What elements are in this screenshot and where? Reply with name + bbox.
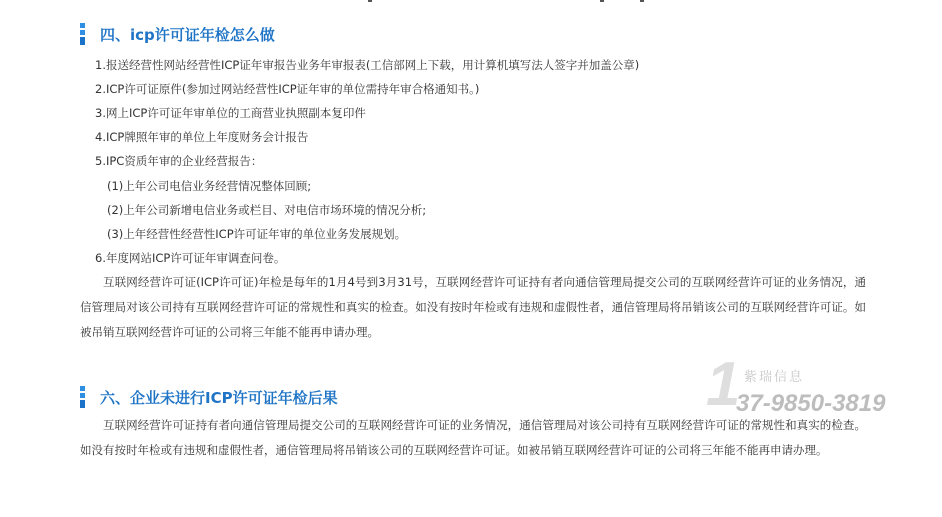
section-6-paragraph: 互联网经营许可证持有者向通信管理局提交公司的互联网经营许可证的业务情况，通信管理局对该公司持有互联网经营许可证的常规性和真实的检查。如没有按时年检或有违规和虚假性者，通信管理局将吊销该公司的互联网经营许可证。如被吊销互联网经营许可证的公司将三年能不能再申请办理。 (80, 418, 866, 457)
section-6-heading (80, 385, 338, 409)
top-edge-marks (0, 0, 942, 4)
list-item: 1.报送经营性网站经营性ICP证年审报告业务年审报表(工信部网上下载，用计算机填写法人签字并加盖公章) (95, 58, 640, 72)
section-bar-icon (80, 386, 90, 408)
section-4-title: 四、icp许可证年检怎么做 (100, 25, 275, 44)
watermark-brand: 紫瑞信息 (744, 370, 805, 385)
watermark-digit: 1 (706, 350, 741, 419)
list-item: 4.ICP牌照年审的单位上年度财务会计报告 (95, 130, 309, 144)
watermark (706, 350, 942, 422)
edge-mark (368, 0, 372, 2)
section-4-paragraph: 互联网经营许可证(ICP许可证)年检是每年的1月4号到3月31号，互联网经营许可证持有者向通信管理局提交公司的互联网经营许可证的业务情况，通信管理局对该公司持有互联网经营许可证的常规性和真实的检查。如没有按时年检或有违规和虚假性者，通信管理局将吊销该公司的互联网经营许可证。如被吊销互联网经营许可证的公司将三年能不能再申请办理。 (80, 275, 866, 339)
list-item: 2.ICP许可证原件(参加过网站经营性ICP证年审的单位需持年审合格通知书。) (95, 82, 480, 96)
section-4-heading (80, 22, 275, 46)
section-6-title: 六、企业未进行ICP许可证年检后果 (100, 388, 338, 407)
watermark-phone: 37-9850-3819 (736, 390, 886, 417)
sub-list-item: (1)上年公司电信业务经营情况整体回顾; (107, 179, 312, 193)
list-item: 6.年度网站ICP许可证年审调查问卷。 (95, 251, 286, 265)
list-item: 3.网上ICP许可证年审单位的工商营业执照副本复印件 (95, 106, 366, 120)
edge-mark (640, 0, 644, 2)
sub-list-item: (3)上年经营性经营性ICP许可证年审的单位业务发展规划。 (107, 227, 407, 241)
sub-list-item: (2)上年公司新增电信业务或栏目、对电信市场环境的情况分析; (107, 203, 427, 217)
section-bar-icon (80, 23, 90, 45)
edge-mark (600, 0, 604, 2)
list-item: 5.IPC资质年审的企业经营报告： (95, 154, 263, 168)
